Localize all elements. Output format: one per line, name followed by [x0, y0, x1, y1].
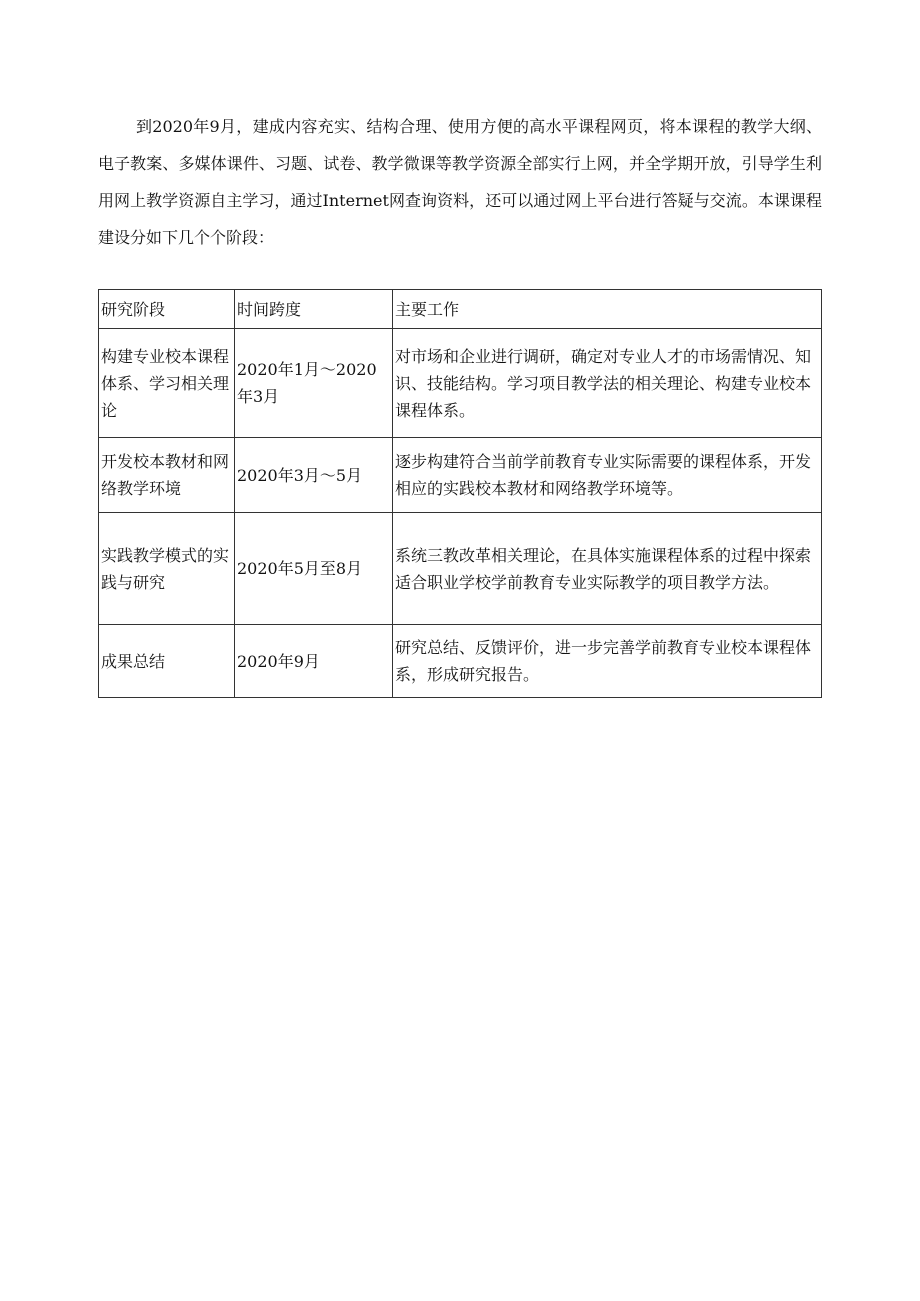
cell-stage: 开发校本教材和网络教学环境: [99, 438, 235, 513]
intro-paragraph: 到2020年9月，建成内容充实、结构合理、使用方便的高水平课程网页，将本课程的教学大纲、电子教案、多媒体课件、习题、试卷、教学微课等教学资源全部实行上网，并全学期开放，引导学生利用网上教学资源自主学习，通过Internet网查询资料，还可以通过网上平台进行答疑与交流。本课课程建设分如下几个个阶段：: [98, 117, 822, 247]
cell-time: 2020年3月～5月: [235, 438, 393, 513]
cell-stage: 成果总结: [99, 625, 235, 698]
cell-stage: 构建专业校本课程体系、学习相关理论: [99, 329, 235, 438]
table-row: [99, 438, 822, 513]
header-time: 时间跨度: [235, 290, 393, 329]
header-stage: 研究阶段: [99, 290, 235, 329]
cell-work: 系统三教改革相关理论，在具体实施课程体系的过程中探索适合职业学校学前教育专业实际教学的项目教学方法。: [393, 513, 822, 625]
cell-time: 2020年5月至8月: [235, 513, 393, 625]
cell-time: 2020年1月～2020年3月: [235, 329, 393, 438]
cell-work: 对市场和企业进行调研，确定对专业人才的市场需情况、知识、技能结构。学习项目教学法的相关理论、构建专业校本课程体系。: [393, 329, 822, 438]
cell-work: 逐步构建符合当前学前教育专业实际需要的课程体系，开发相应的实践校本教材和网络教学环境等。: [393, 438, 822, 513]
cell-stage: 实践教学模式的实践与研究: [99, 513, 235, 625]
table-header-row: [99, 290, 822, 329]
header-work: 主要工作: [393, 290, 822, 329]
research-phases-table: [98, 289, 822, 698]
cell-time: 2020年9月: [235, 625, 393, 698]
table-row: [99, 329, 822, 438]
table-row: [99, 513, 822, 625]
cell-work: 研究总结、反馈评价，进一步完善学前教育专业校本课程体系，形成研究报告。: [393, 625, 822, 698]
table-row: [99, 625, 822, 698]
